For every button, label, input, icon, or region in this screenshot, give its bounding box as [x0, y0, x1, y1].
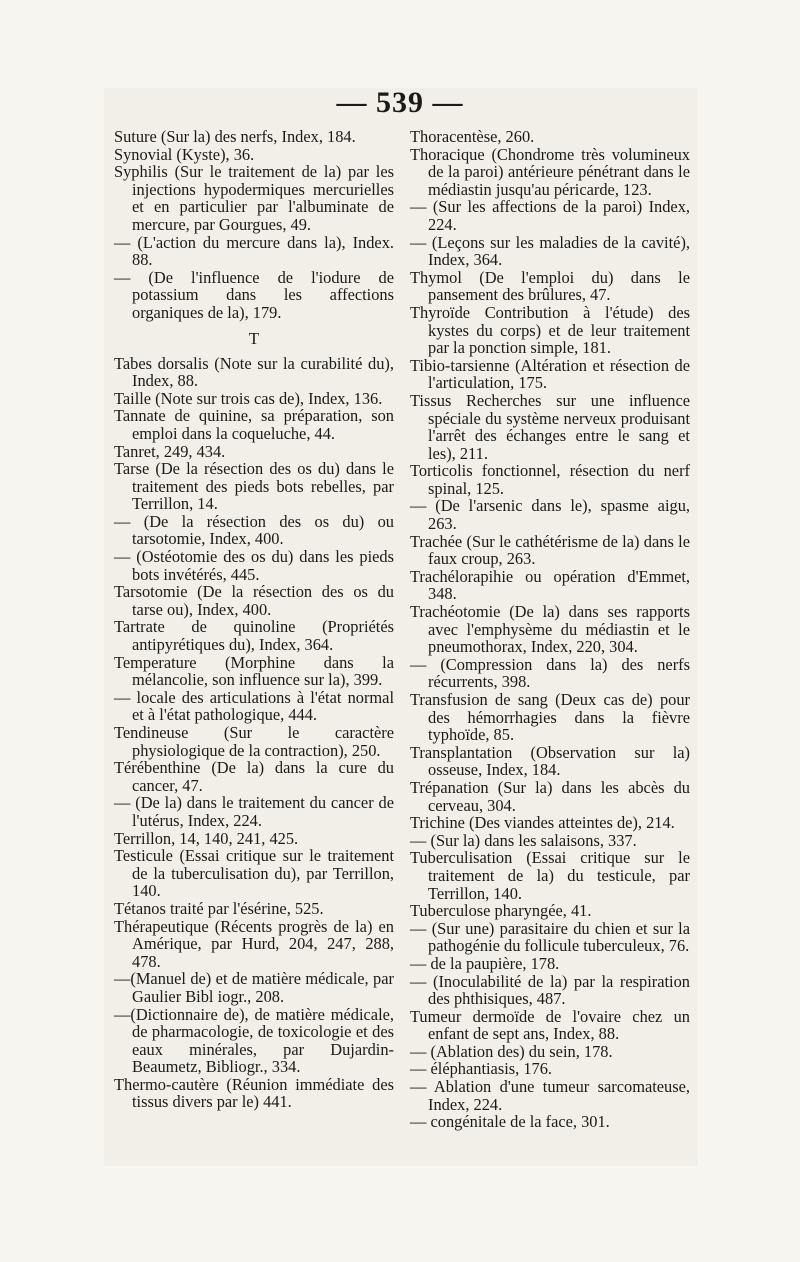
index-entry: — (De la) dans le traitement du cancer de l'utérus, Index, 224.: [114, 793, 394, 830]
index-entry: — éléphantiasis, 176.: [410, 1059, 553, 1079]
index-entry: Tétanos traité par l'ésérine, 525.: [114, 898, 324, 918]
index-entry: Trachélorapihie ou opération d'Emmet, 348.: [410, 566, 690, 604]
section-letter: T: [248, 328, 260, 348]
page-number: — 539 —: [336, 86, 464, 119]
index-entry: Thymol (De l'emploi du) dans le pansement des brûlures, 47.: [410, 267, 690, 305]
index-entry: — (Compression dans la) des nerfs récurrents, 398.: [410, 654, 690, 692]
index-entry: Tarse (De la résection des os du) dans le traitement des pieds bots rebelles, par Terrillon, 14.: [114, 459, 394, 514]
index-entry: Tarsotomie (De la résection des os du tarse ou), Index, 400.: [114, 582, 394, 619]
index-entry: Taille (Note sur trois cas de), Index, 136.: [114, 388, 383, 408]
index-entry: — de la paupière, 178.: [410, 953, 560, 973]
index-entry: Syphilis (Sur le traitement de la) par les injections hypodermiques mercurielles et en particulier par l'albuminate de mercure, par Gourgues, 49.: [114, 162, 394, 234]
index-entry: Tibio-tarsienne (Altération et résection de l'articulation, 175.: [410, 355, 690, 393]
index-entry: Thermo-cautère (Réunion immédiate des tissus divers par le) 441.: [114, 1074, 394, 1112]
index-entry: Tumeur dermoïde de l'ovaire chez un enfant de sept ans, Index, 88.: [410, 1006, 690, 1044]
index-entry: —(Dictionnaire de), de matière médicale, de pharmacologie, de toxicologie et des eaux minérales, par Dujardin-Beaumetz, Bibliogr., 334.: [114, 1004, 394, 1077]
index-entry: — (Ablation des) du sein, 178.: [410, 1041, 613, 1061]
index-entry: Trachéotomie (De la) dans ses rapports avec l'emphysème du médiastin et le pneumothorax, Index, 220, 304.: [410, 602, 690, 657]
index-entry: Transplantation (Observation sur la) osseuse, Index, 184.: [410, 742, 690, 780]
index-entry: Suture (Sur la) des nerfs, Index, 184.: [114, 127, 356, 146]
index-entry: Transfusion de sang (Deux cas de) pour des hémorrhagies dans la fièvre typhoïde, 85.: [410, 690, 690, 745]
index-entry: — congénitale de la face, 301.: [410, 1112, 610, 1132]
index-entry: Testicule (Essai critique sur le traitement de la tuberculisation du), par Terrillon, 140.: [114, 846, 394, 901]
index-entry: Tuberculose pharyngée, 41.: [410, 901, 592, 921]
index-entry: — (De la résection des os du) ou tarsotomie, Index, 400.: [114, 511, 394, 549]
index-entry: Thérapeutique (Récents progrès de la) en Amérique, par Hurd, 204, 247, 288, 478.: [114, 916, 394, 971]
index-entry: — (Sur les affections de la paroi) Index, 224.: [410, 197, 690, 234]
index-entry: Thoracique (Chondrome très volumineux de la paroi) antérieure pénétrant dans le médiastin jusqu'au péricarde, 123.: [410, 144, 690, 199]
index-entry: Tartrate de quinoline (Propriétés antipyrétiques du), Index, 364.: [114, 617, 394, 655]
index-entry: — (Ostéotomie des os du) dans les pieds bots invétérés, 445.: [114, 547, 394, 584]
index-entry: Tabes dorsalis (Note sur la curabilité du), Index, 88.: [114, 353, 394, 391]
index-entry: Thyroïde Contribution à l'étude) des kystes du corps) et de leur traitement par la ponction simple, 181.: [410, 302, 690, 358]
index-entry: Tanret, 249, 434.: [114, 441, 226, 461]
index-entry: — (Sur une) parasitaire du chien et sur la pathogénie du follicule tuberculeux, 76.: [410, 918, 690, 956]
right-column: [410, 128, 690, 1131]
index-entry: Temperature (Morphine dans la mélancolie, son influence sur la), 399.: [114, 652, 394, 690]
index-entry: — (Leçons sur les maladies de la cavité), Index, 364.: [410, 232, 690, 270]
index-entry: Tannate de quinine, sa préparation, son emploi dans la coqueluche, 44.: [114, 406, 394, 443]
index-entry: Trichine (Des viandes atteintes de), 214.: [410, 813, 675, 833]
index-entry: Terrillon, 14, 140, 241, 425.: [114, 828, 299, 848]
index-entry: Tissus Recherches sur une influence spéciale du système nerveux produisant l'arrêt des échanges entre le sang et les), 211.: [410, 390, 690, 463]
index-entry: — Ablation d'une tumeur sarcomateuse, Index, 224.: [410, 1077, 690, 1114]
index-entry: Térébenthine (De la) dans la cure du cancer, 47.: [114, 758, 394, 795]
index-entry: Tendineuse (Sur le caractère physiologique de la contraction), 250.: [114, 723, 394, 760]
index-entry: — locale des articulations à l'état normal et à l'état pathologique, 444.: [114, 687, 394, 725]
index-entry: —(Manuel de) et de matière médicale, par Gaulier Bibl iogr., 208.: [114, 969, 394, 1006]
index-entry: — (Sur la) dans les salaisons, 337.: [410, 830, 637, 850]
index-entry: Tuberculisation (Essai critique sur le traitement de la) du testicule, par Terrillon, 140.: [410, 848, 690, 903]
index-entry: — (L'action du mercure dans la), Index. 88.: [114, 232, 394, 270]
index-entry: Synovial (Kyste), 36.: [114, 144, 255, 164]
index-entry: — (De l'influence de l'iodure de potassium dans les affections organiques de la), 179.: [114, 267, 394, 322]
index-entry: Trépanation (Sur la) dans les abcès du cerveau, 304.: [410, 777, 690, 815]
index-entry: Thoracentèse, 260.: [410, 127, 535, 146]
index-entry: — (Inoculabilité de la) par la respiration des phthisiques, 487.: [410, 971, 690, 1009]
index-entry: Trachée (Sur le cathétérisme de la) dans le faux croup, 263.: [410, 531, 690, 569]
index-entry: Torticolis fonctionnel, résection du nerf spinal, 125.: [410, 461, 690, 498]
left-column: [114, 128, 394, 1111]
index-entry: — (De l'arsenic dans le), spasme aigu, 263.: [410, 496, 690, 534]
